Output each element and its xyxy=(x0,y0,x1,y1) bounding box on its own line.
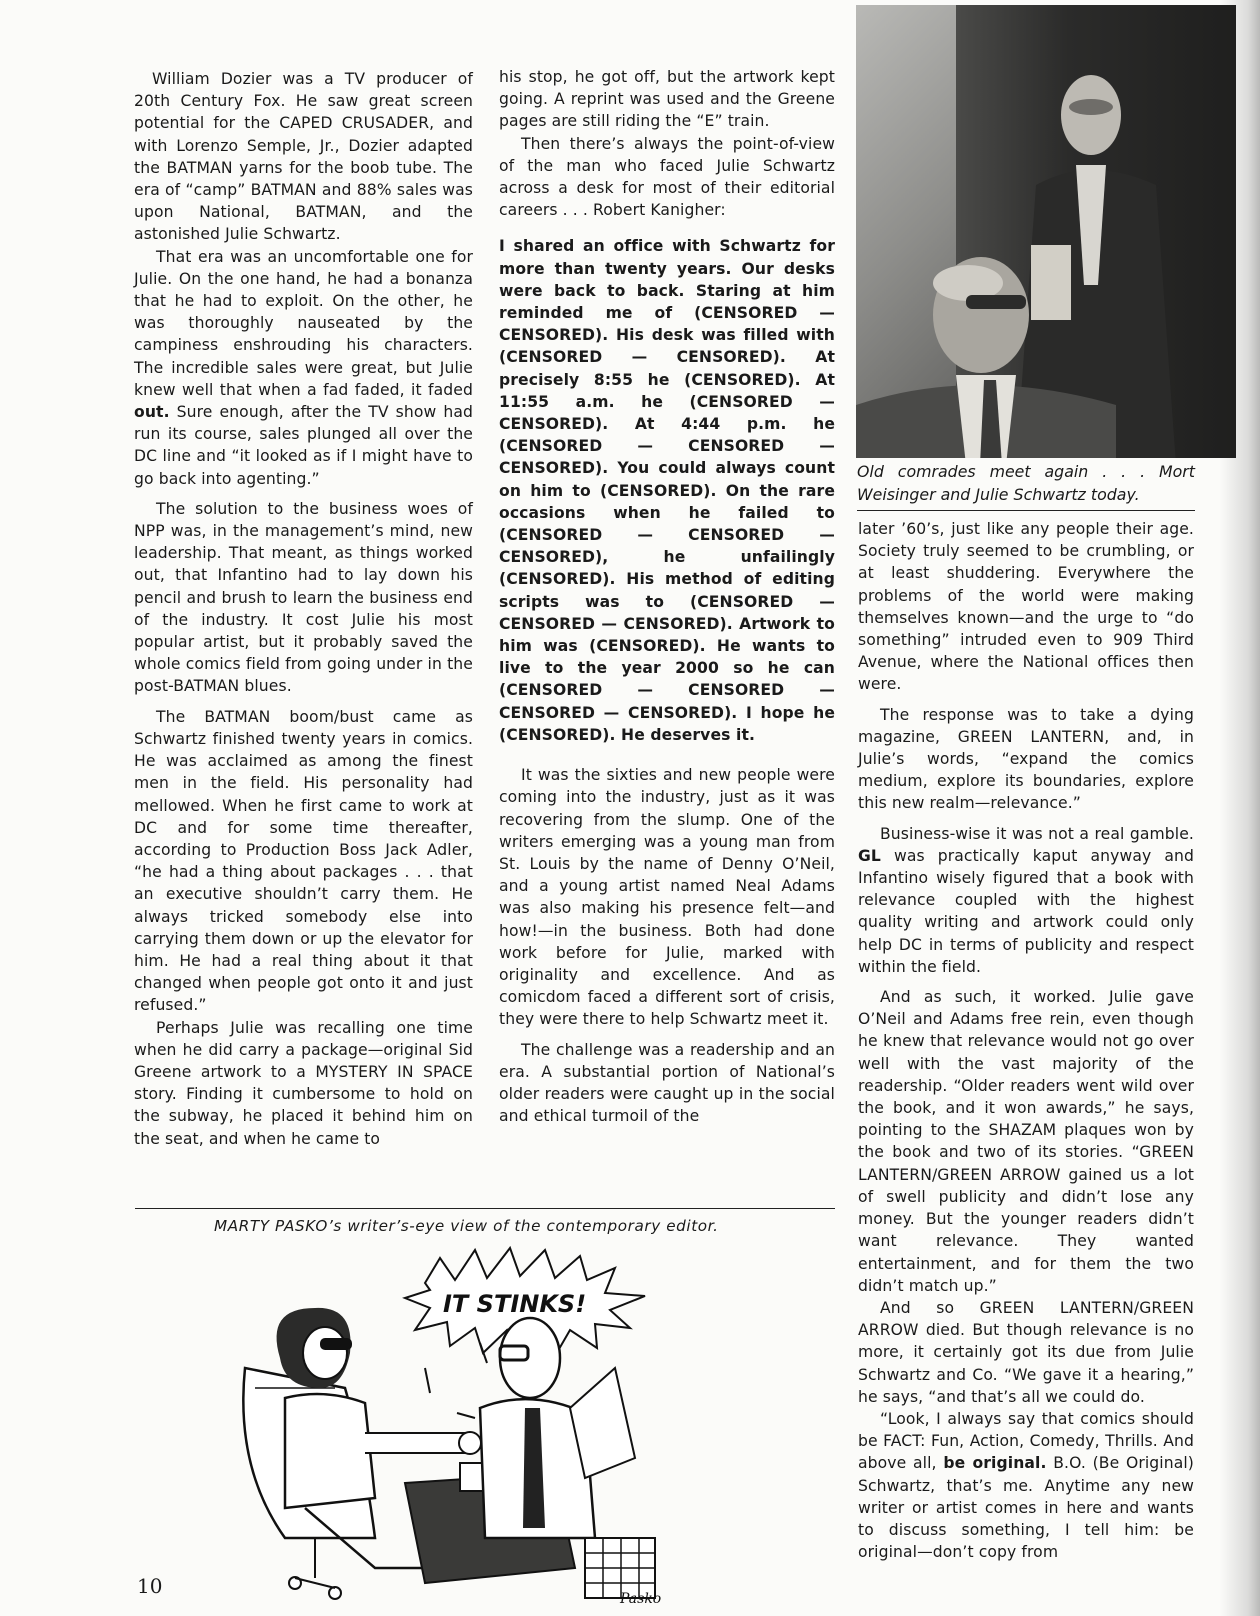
text-column-3 xyxy=(858,518,1194,1563)
paragraph: The challenge was a readership and an era. A substantial portion of National’s older readers were caught up in the social and ethical turmoil of the xyxy=(499,1040,835,1126)
text-column-1 xyxy=(134,68,473,1150)
emphasis-text: be original. xyxy=(943,1454,1047,1473)
photo-seated-man xyxy=(856,255,1116,458)
paragraph-text: B.O. (Be Original) Schwartz, that’s me. Anytime any new writer or artist comes in here and wants to discuss something, I tell him: be original—don’t copy from xyxy=(858,1454,1194,1562)
artist-signature: Pasko xyxy=(620,1591,662,1607)
paragraph: It was the sixties and new people were coming into the industry, just as it was recovering from the slump. One of the writers emerging was a young man from St. Louis by the name of Denny O’Neil, and a young artist named Neal Adams was also making his presence felt—and how!—in the business. Both had done work before for Julie, marked with originality and excellence. And as comicdom faced a different sort of crisis, they were there to help Schwartz meet it. xyxy=(499,766,835,1029)
speech-text: IT STINKS! xyxy=(443,1290,587,1318)
kanigher-quote: I shared an office with Schwartz for more than twenty years. Our desks were back to back. Staring at him reminded me of (CENSORED — CENSORED). His desk was filled with (CENSORED — CENSORED). At precisely 8:55 he (CENSORED). At 11:55 a.m. he (CENSORED — CENSORED). At 4:44 p.m. he (CENSORED — CENSORED — CENSORED). You could always count on him to (CENSORED). On the rare occasions when he failed to (CENSORED — CENSORED — CENSORED), he unfailingly (CENSORED). His method of editing scripts was to (CENSORED — CENSORED — CENSORED). Artwork to him was (CENSORED). He wants to live to the year 2000 so he can (CENSORED — CENSORED — CENSORED — CENSORED). I hope he (CENSORED). He deserves it. xyxy=(499,237,835,744)
paragraph: Perhaps Julie was recalling one time when he did carry a package—original Sid Greene artwork to a MYSTERY IN SPACE story. Finding it cumbersome to hold on the subway, he placed it behind him on the seat, and when he came to xyxy=(134,1018,473,1148)
paragraph: The BATMAN boom/bust came as Schwartz finished twenty years in comics. He was acclaimed as among the finest men in the field. His personality had mellowed. When he first came to work at DC and for some time thereafter, according to Production Boss Jack Adler, “he had a thing about packages . . . that an executive shouldn’t carry them. He always tricked somebody else into carrying them down or up the elevator for him. He had a real thing about it that changed when people got onto it and just refused.” xyxy=(134,707,473,1015)
emphasis-text: GL xyxy=(858,846,881,865)
paragraph: his stop, he got off, but the artwork kept going. A reprint was used and the Greene pages are still riding the “E” train. xyxy=(499,68,835,131)
cartoon-illustration xyxy=(225,1238,770,1610)
paragraph xyxy=(858,823,1194,978)
paragraph-text: “Look, I always say that comics should be FACT: Fun, Action, Comedy, Thrills. And above all, xyxy=(858,1409,1194,1473)
text-column-2 xyxy=(499,66,835,1127)
paragraph: William Dozier was a TV producer of 20th Century Fox. He saw great screen potential for the CAPED CRUSADER, and with Lorenzo Semple, Jr., Dozier adapted the BATMAN yarns for the boob tube. The era of “camp” BATMAN and 88% sales was upon National, BATMAN, and the astonished Julie Schwartz. xyxy=(134,70,473,244)
divider-rule xyxy=(135,1208,835,1209)
paragraph: later ’60’s, just like any people their age. Society truly seemed to be crumbling, or at least shuddering. Everywhere the problems of the world were making themselves known—and the urge to “do something” intruded even to 909 Third Avenue, where the National offices then were. xyxy=(858,520,1194,694)
paragraph-text: That era was an uncomfortable one for Julie. On the one hand, he had a bonanza that he had to exploit. On the other, he was thoroughly nauseated by the campiness enshrouding his characters. The incredible sales were great, but Julie knew well that when a fad faded, it faded xyxy=(134,247,473,399)
paragraph: And so GREEN LANTERN/GREEN ARROW died. But though relevance is no more, it certainly got its due from Julie Schwartz and Co. “We gave it a hearing,” he says, “and that’s all we could do. xyxy=(858,1298,1194,1406)
paragraph: Then there’s always the point-of-view of the man who faced Julie Schwartz across a desk for most of their editorial careers . . . Robert Kanigher: xyxy=(499,134,835,220)
paragraph-text: was practically kaput anyway and Infantino wisely figured that a book with relevance coupled with the highest quality writing and artwork could only help DC in terms of publicity and respect within the field. xyxy=(858,846,1195,976)
cartoon-caption: MARTY PASKO’s writer’s-eye view of the contemporary editor. xyxy=(214,1217,719,1235)
emphasis-text: out. xyxy=(134,403,170,422)
paragraph: The solution to the business woes of NPP was, in the management’s mind, new leadership. That meant, as things worked out, that Infantino had to lay down his pencil and brush to learn the business end of the industry. It cost Julie his most popular artist, but it probably saved the whole comics field from going under in the post-BATMAN blues. xyxy=(134,499,473,696)
photo-caption: Old comrades meet again . . . Mort Weisinger and Julie Schwartz today. xyxy=(857,462,1195,504)
paragraph-text: Sure enough, after the TV show had run its course, sales plunged all over the DC line and “it looked as if I might have to go back into agenting.” xyxy=(134,403,473,488)
page-number: 10 xyxy=(137,1574,163,1598)
paragraph xyxy=(134,246,473,490)
photo-weisinger-schwartz xyxy=(856,5,1236,458)
paragraph-text: Business-wise it was not a real gamble. xyxy=(880,824,1194,843)
paragraph: And as such, it worked. Julie gave O’Neil and Adams free rein, even though he knew that relevance would not go over well with the vast majority of the readership. “Older readers went wild over the book, and it won awards,” he says, pointing to the SHAZAM plaques won by the book and two of its stories. “GREEN LANTERN/GREEN ARROW gained us a lot of swell publicity and didn’t lose any money. But the younger readers didn’t want relevance. They wanted entertainment, and for them the two didn’t match up.” xyxy=(858,988,1194,1295)
paragraph: The response was to take a dying magazine, GREEN LANTERN, and, in Julie’s words, “expand the comics medium, explore its boundaries, explore this new realm—relevance.” xyxy=(858,705,1194,813)
paragraph xyxy=(858,1408,1194,1563)
divider-rule xyxy=(857,510,1195,511)
